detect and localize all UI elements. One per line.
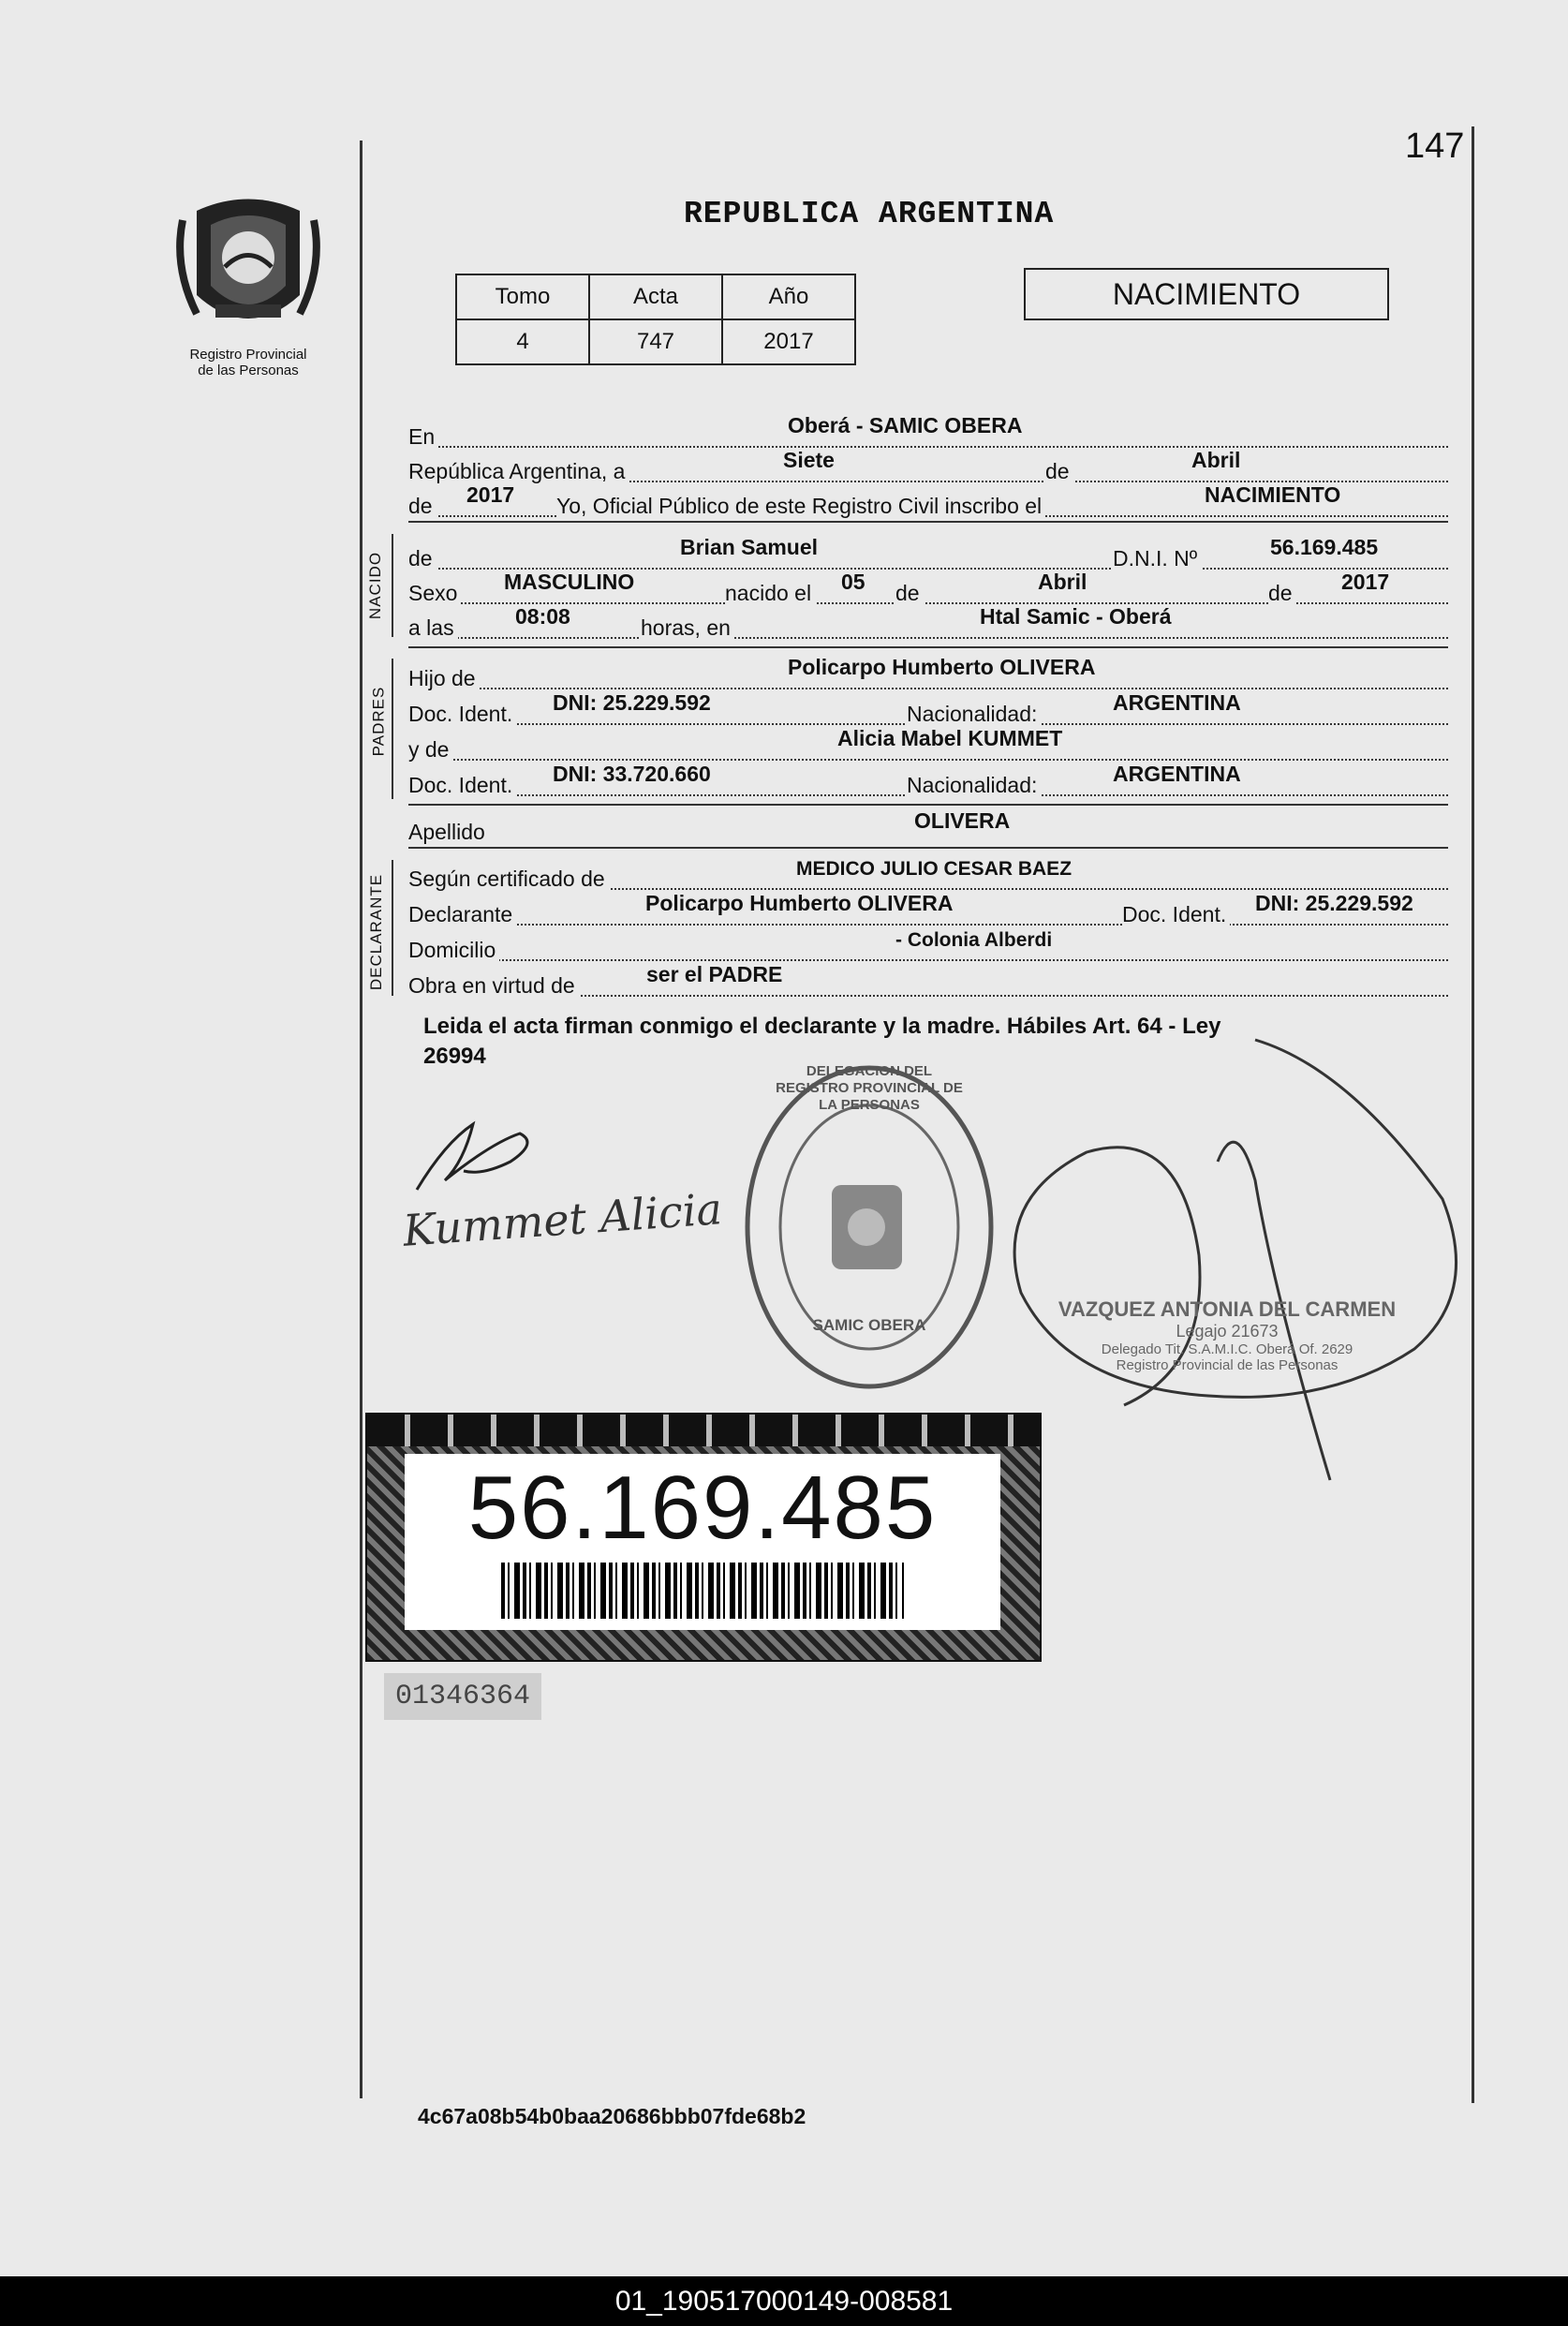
- ref-value-acta: 747: [589, 319, 722, 364]
- label-a-las: a las: [408, 615, 458, 641]
- official-stamp: [1040, 1297, 1414, 1373]
- value-birth-year: 2017: [1341, 570, 1390, 594]
- registry-stamp: [733, 1054, 1005, 1400]
- footer-id-bar: 01_190517000149-008581: [0, 2276, 1568, 2326]
- value-declarante: Policarpo Humberto OLIVERA: [645, 891, 954, 915]
- province-shield-icon: [159, 192, 337, 342]
- label-de: de: [1045, 459, 1073, 484]
- official-name: VAZQUEZ ANTONIA DEL CARMEN: [1058, 1297, 1397, 1321]
- separator-nacido: [408, 521, 1448, 523]
- row-republica: [408, 447, 1448, 484]
- value-inscribe: NACIMIENTO: [1205, 482, 1341, 507]
- ref-header-tomo: Tomo: [456, 274, 589, 319]
- official-registry: Registro Provincial de las Personas: [1116, 1357, 1339, 1373]
- label-declarante: Declarante: [408, 902, 516, 927]
- value-decl-doc: DNI: 25.229.592: [1255, 891, 1413, 915]
- nacido-bracket: [392, 534, 393, 637]
- dni-security-label: [365, 1413, 1042, 1662]
- value-certificado: MEDICO JULIO CESAR BAEZ: [796, 858, 1072, 880]
- official-signature: [974, 1012, 1480, 1499]
- separator-apellido: [408, 804, 1448, 806]
- value-birth-month: Abril: [1038, 570, 1087, 594]
- row-madre-doc: [408, 761, 1448, 798]
- label-horas-en: horas, en: [641, 615, 734, 641]
- security-pattern-strip: [367, 1415, 1040, 1446]
- label-decl-doc: Doc. Ident.: [1122, 902, 1230, 927]
- value-padre: Policarpo Humberto OLIVERA: [788, 655, 1096, 679]
- label-de-1: de: [895, 581, 924, 606]
- row-apellido: [408, 807, 1448, 845]
- value-birth-day: 05: [841, 570, 865, 594]
- value-sexo: MASCULINO: [504, 570, 635, 594]
- label-apellido: Apellido: [408, 820, 489, 845]
- reference-table: [455, 274, 856, 365]
- label-nac-padre: Nacionalidad:: [907, 702, 1041, 727]
- stamp-center-text: SAMIC OBERA: [812, 1316, 926, 1334]
- row-certificado: [408, 854, 1448, 892]
- dni-barcode: [501, 1563, 904, 1619]
- padres-bracket: [392, 659, 393, 799]
- ref-header-acta: Acta: [589, 274, 722, 319]
- value-child-dni: 56.169.485: [1270, 535, 1379, 559]
- dni-label-panel: [405, 1454, 1000, 1630]
- row-nombre: [408, 534, 1448, 571]
- closing-line-2: 26994: [423, 1044, 486, 1069]
- value-en: Oberá - SAMIC OBERA: [788, 413, 1023, 437]
- value-domicilio: - Colonia Alberdi: [895, 929, 1053, 951]
- page-number: 147: [1405, 126, 1465, 166]
- row-sexo: [408, 569, 1448, 606]
- registry-logo: [159, 192, 337, 378]
- row-padre: [408, 654, 1448, 691]
- value-lugar: Htal Samic - Oberá: [980, 604, 1172, 629]
- label-nacido-el: nacido el: [725, 581, 815, 606]
- declarante-bracket: [392, 860, 393, 996]
- closing-line-1: Leida el acta firman conmigo el declarante y la madre. Hábiles Art. 64 - Ley: [423, 1014, 1221, 1039]
- ref-value-tomo: 4: [456, 319, 589, 364]
- label-certificado: Según certificado de: [408, 867, 609, 892]
- value-obra: ser el PADRE: [646, 962, 783, 986]
- label-nacido-de: de: [408, 546, 436, 571]
- document-title: REPUBLICA ARGENTINA: [684, 197, 1055, 231]
- label-nac-madre: Nacionalidad:: [907, 773, 1041, 798]
- row-obra: [408, 961, 1448, 999]
- value-month: Abril: [1191, 448, 1241, 472]
- registry-logo-line1: Registro Provincial: [189, 347, 307, 363]
- label-oficial: Yo, Oficial Público de este Registro Civil inscribo el: [556, 494, 1045, 519]
- separator-declarante: [408, 847, 1448, 849]
- label-dni: D.N.I. Nº: [1113, 546, 1201, 571]
- act-type-box: NACIMIENTO: [1024, 268, 1389, 320]
- padres-section-label: PADRES: [369, 686, 388, 757]
- row-en: [408, 412, 1448, 450]
- nacido-section-label: NACIDO: [366, 551, 385, 620]
- value-year: 2017: [466, 482, 515, 507]
- label-sexo: Sexo: [408, 581, 461, 606]
- value-day: Siete: [783, 448, 835, 472]
- mother-signature: Kummet Alicia: [401, 1183, 724, 1256]
- row-padre-doc: [408, 689, 1448, 727]
- reference-header-row: [456, 274, 855, 319]
- official-office: Delegado Tit. S.A.M.I.C. Oberá Of. 2629: [1101, 1341, 1354, 1357]
- reference-value-row: [456, 319, 855, 364]
- row-declarante: [408, 890, 1448, 927]
- row-madre: [408, 725, 1448, 763]
- stamp-ring-text: DELEGACION DEL REGISTRO PROVINCIAL DE LA PERSONAS: [776, 1063, 963, 1113]
- label-de-2: de: [1268, 581, 1296, 606]
- label-republica: República Argentina, a: [408, 459, 629, 484]
- left-margin-line: [360, 141, 362, 2098]
- label-obra: Obra en virtud de: [408, 973, 579, 999]
- label-de2: de: [408, 494, 436, 519]
- value-apellido: OLIVERA: [914, 808, 1011, 833]
- declarant-signature: [407, 1105, 548, 1199]
- separator-padres: [408, 646, 1448, 648]
- row-hora: [408, 603, 1448, 641]
- label-en: En: [408, 424, 438, 450]
- value-hora: 08:08: [515, 604, 570, 629]
- label-doc-madre: Doc. Ident.: [408, 773, 516, 798]
- value-padre-nac: ARGENTINA: [1113, 690, 1241, 715]
- label-doc-padre: Doc. Ident.: [408, 702, 516, 727]
- ref-header-anio: Año: [722, 274, 855, 319]
- label-y-de: y de: [408, 737, 452, 763]
- serial-number: 01346364: [384, 1673, 541, 1720]
- ref-value-anio: 2017: [722, 319, 855, 364]
- dni-label-number: 56.169.485: [467, 1458, 938, 1558]
- value-padre-doc: DNI: 25.229.592: [553, 690, 711, 715]
- value-madre-nac: ARGENTINA: [1113, 762, 1241, 786]
- declarante-section-label: DECLARANTE: [367, 873, 386, 991]
- value-madre-doc: DNI: 33.720.660: [553, 762, 711, 786]
- dotted-line: [408, 637, 1448, 639]
- registry-logo-line2: de las Personas: [198, 363, 299, 378]
- value-madre: Alicia Mabel KUMMET: [837, 726, 1063, 750]
- label-domicilio: Domicilio: [408, 938, 499, 963]
- value-child-name: Brian Samuel: [680, 535, 818, 559]
- row-oficial: [408, 481, 1448, 519]
- row-domicilio: [408, 926, 1448, 963]
- label-hijo-de: Hijo de: [408, 666, 480, 691]
- document-hash: 4c67a08b54b0baa20686bbb07fde68b2: [418, 2104, 806, 2128]
- official-legajo: Legajo 21673: [1176, 1322, 1279, 1341]
